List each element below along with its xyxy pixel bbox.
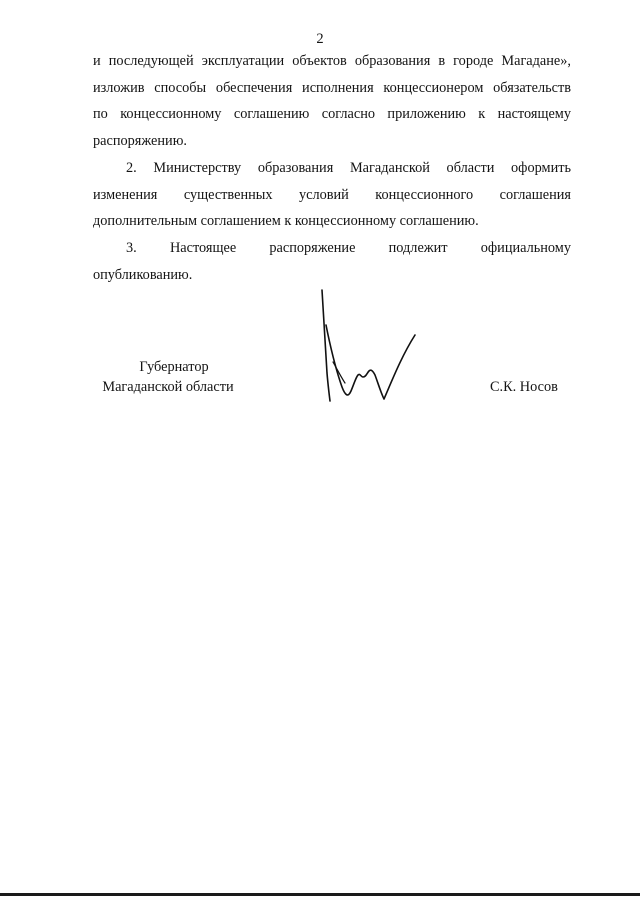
signatory-name: С.К. Носов <box>490 379 558 395</box>
paragraph-1-line: и последующей эксплуатации объектов образования в городе Магадане», <box>93 53 571 69</box>
signatory-region: Магаданской области <box>102 379 234 395</box>
paragraph-1 <box>93 48 571 154</box>
paragraph-1-line: распоряжению. <box>93 132 187 149</box>
paragraph-2-line: дополнительным соглашением к концессионному соглашению. <box>93 213 479 229</box>
paragraph-3-line: опубликованию. <box>93 266 193 283</box>
page-number: 2 <box>316 31 324 47</box>
handwritten-signature <box>305 285 425 410</box>
paragraph-2-line: изменения существенных условий концессионного соглашения <box>93 186 571 203</box>
paragraph-2-line: 2. Министерству образования Магаданской области оформить <box>126 160 571 176</box>
signatory-title: Губернатор <box>139 359 209 375</box>
paragraph-2 <box>93 155 571 235</box>
footer-divider <box>0 893 640 896</box>
paragraph-3 <box>93 235 571 288</box>
paragraph-1-line: изложив способы обеспечения исполнения концессионером обязательств <box>93 79 571 96</box>
paragraph-1-line: по концессионному соглашению согласно приложению к настоящему <box>93 106 571 122</box>
paragraph-3-line: 3. Настоящее распоряжение подлежит официальному <box>126 240 571 256</box>
